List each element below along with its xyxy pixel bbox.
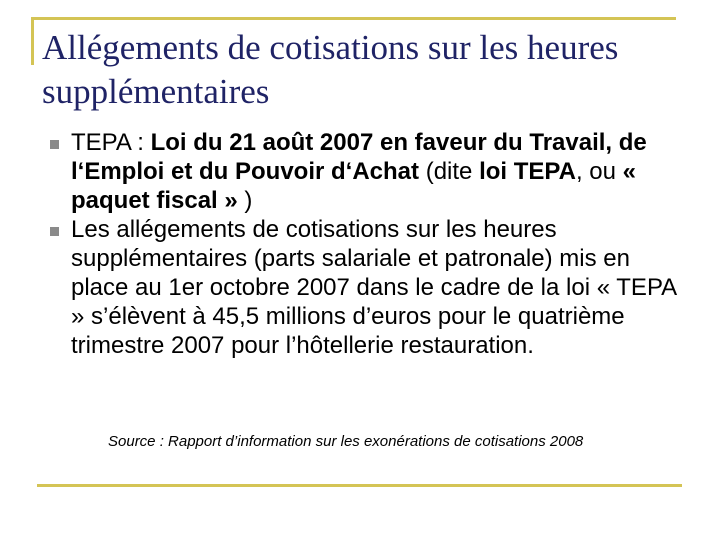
bullet-text-part: « paquet fiscal » bbox=[71, 158, 637, 214]
bullet-list bbox=[44, 128, 684, 360]
top-rule bbox=[31, 17, 676, 20]
source-citation: Source : Rapport d’information sur les exonérations de cotisations 2008 bbox=[108, 433, 584, 450]
bullet-text-part: Les allégements de cotisations sur les heures supplémentaires (parts salariale et patronale) mis en place au 1er octobre 2007 dans le cadre de la loi « TEPA » s’élèvent à 45,5 millions d’euros pour le quatrième trimestre 2007 pour l’hôtellerie restauration. bbox=[71, 216, 676, 359]
bullet-text-part: ) bbox=[237, 187, 253, 214]
bullet-item bbox=[44, 128, 684, 215]
bottom-rule bbox=[37, 484, 682, 487]
bullet-text-part: loi TEPA bbox=[479, 158, 576, 185]
left-rule bbox=[31, 17, 34, 65]
slide-title: Allégements de cotisations sur les heures supplémentaires bbox=[42, 28, 619, 111]
square-bullet-icon bbox=[50, 227, 59, 236]
bullet-text-part: Loi du 21 août 2007 en faveur du Travail, de l‘Emploi et du Pouvoir d‘Achat bbox=[71, 129, 647, 185]
bullet-text-part: TEPA : bbox=[71, 129, 151, 156]
bullet-item bbox=[44, 215, 684, 360]
bullet-text-part: , ou bbox=[575, 158, 623, 185]
bullet-text-part: (dite bbox=[419, 158, 480, 185]
square-bullet-icon bbox=[50, 140, 59, 149]
